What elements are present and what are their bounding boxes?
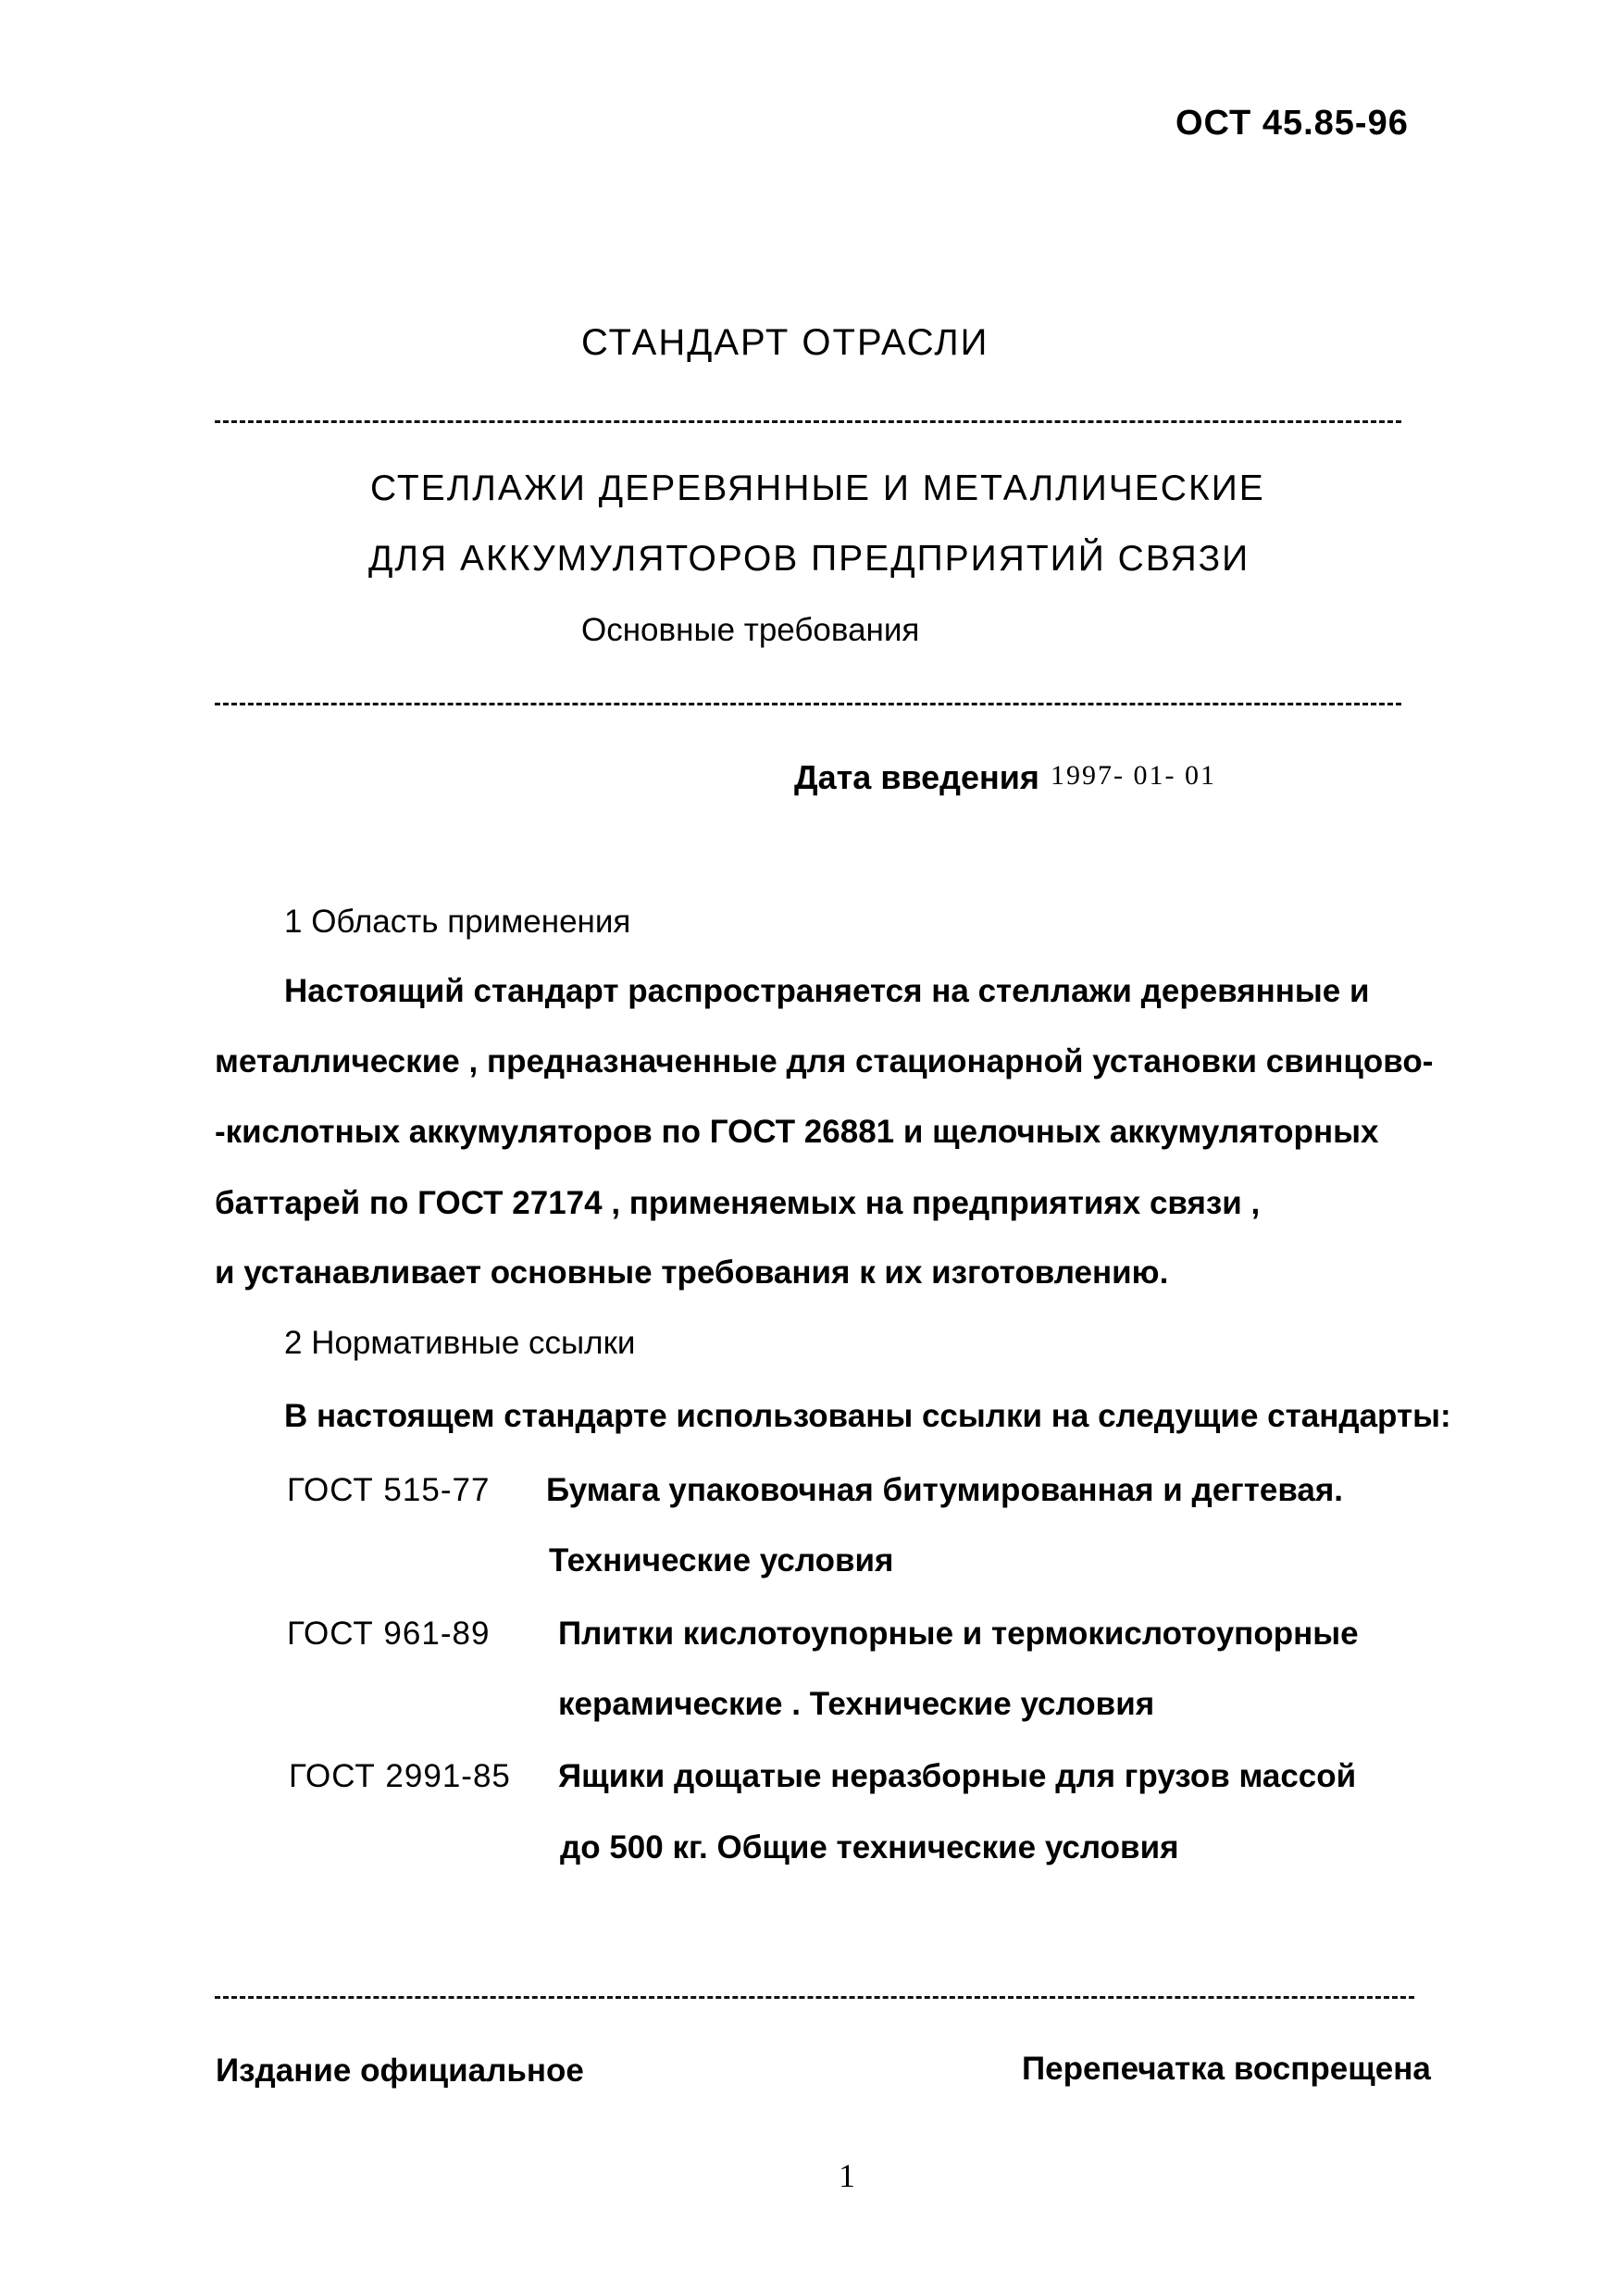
section-2-heading: 2 Нормативные ссылки bbox=[284, 1325, 636, 1361]
reference-description: Технические условия bbox=[549, 1542, 894, 1578]
section-1-line: и устанавливает основные требования к их изготовлению. bbox=[215, 1254, 1169, 1291]
reference-description: керамические . Технические условия bbox=[558, 1686, 1155, 1722]
divider-middle bbox=[215, 703, 1401, 705]
section-2-intro: В настоящем стандарте использованы ссылки на следущие стандарты: bbox=[284, 1398, 1451, 1434]
reprint-prohibited-note: Перепечатка воспрещена bbox=[1022, 2051, 1431, 2087]
reference-code: ГОСТ 961-89 bbox=[287, 1616, 491, 1652]
reference-description: до 500 кг. Общие технические условия bbox=[560, 1829, 1179, 1866]
reference-code: ГОСТ 515-77 bbox=[287, 1472, 491, 1508]
section-1-line: металлические , предназначенные для стационарной установки свинцово- bbox=[215, 1043, 1434, 1079]
section-1-line: баттарей по ГОСТ 27174 , применяемых на предприятиях связи , bbox=[215, 1185, 1261, 1221]
reference-description: Ящики дощатые неразборные для грузов массой bbox=[558, 1758, 1357, 1794]
divider-bottom bbox=[215, 1996, 1414, 1999]
section-1-line: Настоящий стандарт распространяется на стеллажи деревянные и bbox=[284, 973, 1370, 1009]
divider-top bbox=[215, 420, 1401, 423]
reference-code: ГОСТ 2991-85 bbox=[289, 1758, 511, 1794]
title-line-1: СТЕЛЛАЖИ ДЕРЕВЯННЫЕ И МЕТАЛЛИЧЕСКИЕ bbox=[370, 468, 1265, 508]
subtitle: Основные требования bbox=[581, 612, 920, 648]
title-line-2: ДЛЯ АККУМУЛЯТОРОВ ПРЕДПРИЯТИЙ СВЯЗИ bbox=[368, 539, 1250, 579]
reference-description: Плитки кислотоупорные и термокислотоупорные bbox=[558, 1616, 1359, 1652]
reference-description: Бумага упаковочная битумированная и дегтевая. bbox=[546, 1472, 1344, 1508]
document-code: ОСТ 45.85-96 bbox=[1175, 104, 1409, 143]
section-1-heading: 1 Область применения bbox=[284, 904, 631, 940]
standard-type: СТАНДАРТ ОТРАСЛИ bbox=[581, 322, 989, 363]
section-1-line: -кислотных аккумуляторов по ГОСТ 26881 и щелочных аккумуляторных bbox=[215, 1114, 1379, 1150]
intro-date-value: 1997- 01- 01 bbox=[1051, 760, 1216, 791]
official-edition-note: Издание официальное bbox=[216, 2053, 584, 2089]
page-number: 1 bbox=[839, 2157, 855, 2194]
intro-date-label: Дата введения bbox=[794, 758, 1039, 796]
